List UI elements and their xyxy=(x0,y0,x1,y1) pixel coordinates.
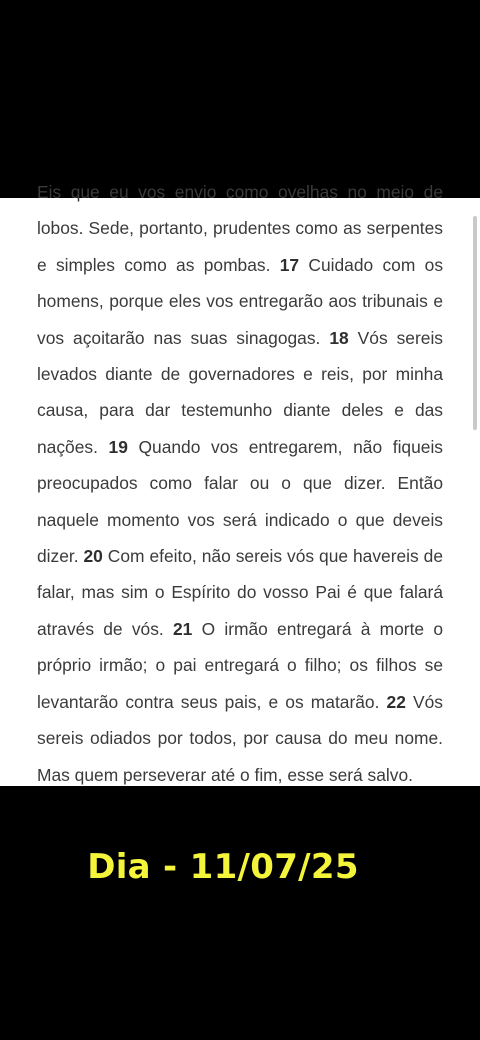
verse-number: 22 xyxy=(386,691,406,712)
text-segment: O irmão entregará à morte o próprio irmão; o pai entregará o filho; os filhos se levantarão contra seus pais, e os matarão. xyxy=(37,618,443,712)
bottom-black-bar xyxy=(0,786,480,1040)
top-black-bar xyxy=(0,0,480,198)
scrollbar[interactable] xyxy=(473,216,477,430)
verse-number: 20 xyxy=(83,546,103,567)
verse-number: 19 xyxy=(108,436,128,457)
date-caption: Dia - 11/07/25 xyxy=(87,847,359,887)
text-segment: Vós sereis levados diante de governadores e reis, por minha causa, para dar testemunho diante deles e das nações. xyxy=(37,327,443,457)
bible-text xyxy=(37,174,443,793)
text-segment: Vós sereis odiados por todos, por causa do meu nome. Mas quem perseverar até o fim, esse será salvo. xyxy=(37,691,443,785)
reader-page[interactable] xyxy=(0,182,480,786)
verse-number: 18 xyxy=(329,327,349,348)
verse-number: 17 xyxy=(279,254,300,275)
text-segment: Quando vos entregarem, não fiqueis preocupados como falar ou o que dizer. Então naquele momento vos será indicado o que deveis dizer. xyxy=(37,436,444,567)
text-segment: Eis que eu vos envio como ovelhas no meio de lobos. Sede, portanto, prudentes como as serpentes e simples como as pombas. xyxy=(37,182,443,275)
verse-number: 21 xyxy=(172,618,193,639)
text-segment: Com efeito, não sereis vós que havereis de falar, mas sim o Espírito do vosso Pai é que falará através de vós. xyxy=(37,546,443,639)
text-segment: Cuidado com os homens, porque eles vos entregarão aos tribunais e vos açoitarão nas suas sinagogas. xyxy=(37,254,444,348)
